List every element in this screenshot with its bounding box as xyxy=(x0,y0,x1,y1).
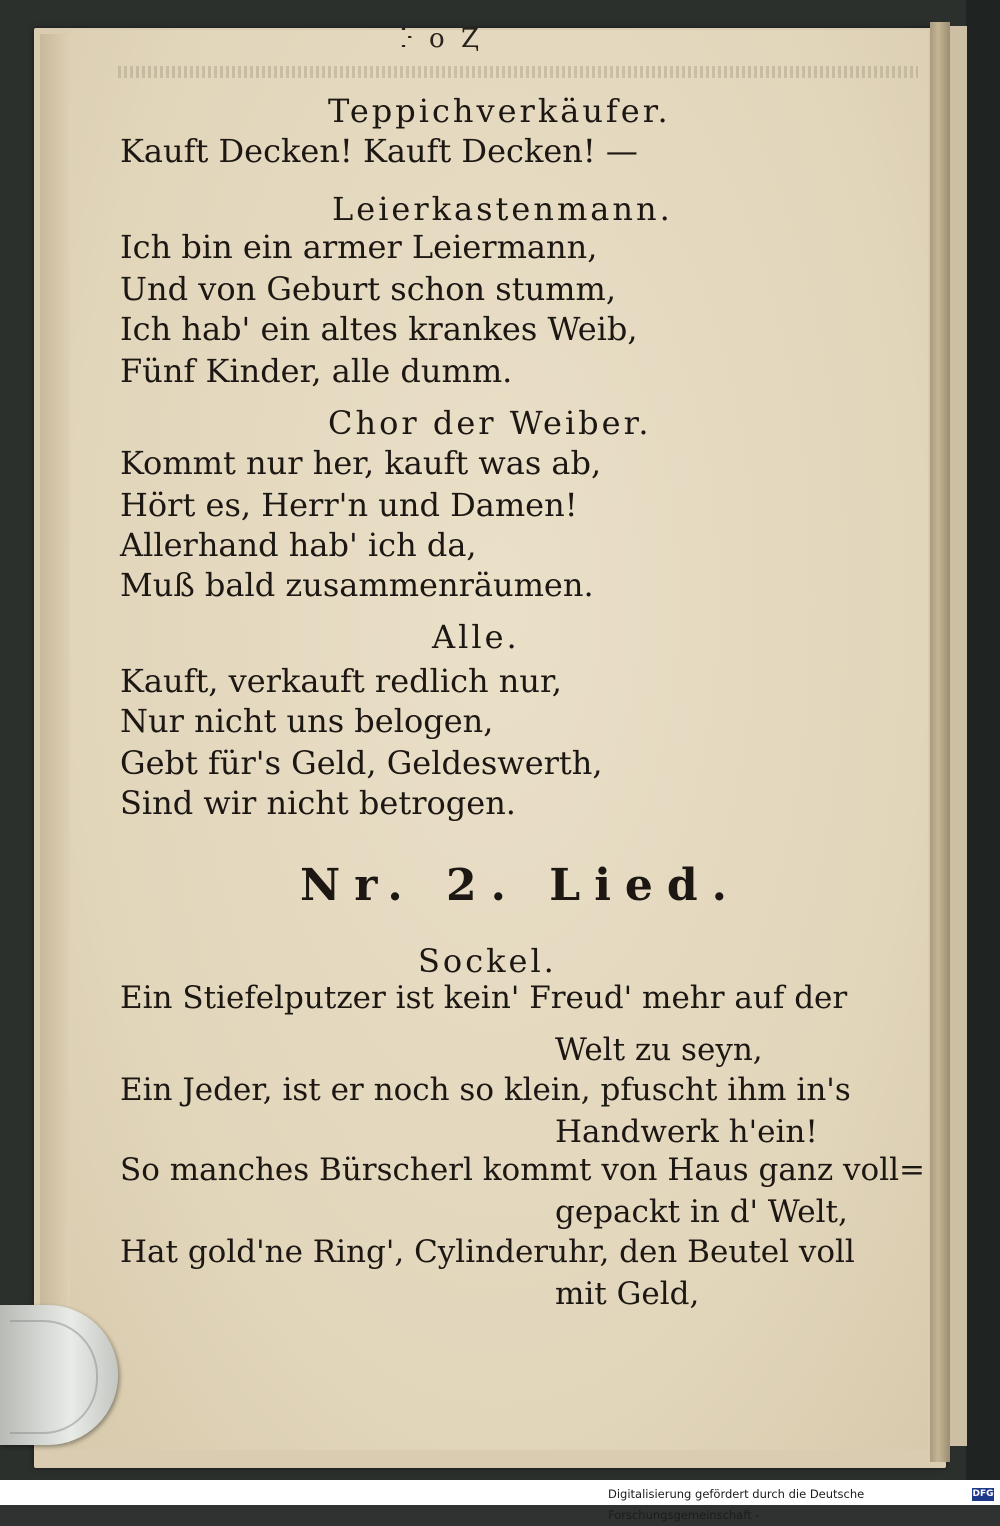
verse-line: Nur nicht uns belogen, xyxy=(120,702,494,740)
verse-line: Kauft Decken! Kauft Decken! — xyxy=(120,132,638,170)
page-spine-shadow xyxy=(930,22,950,1462)
verse-line: Ich hab' ein altes krankes Weib, xyxy=(120,310,638,348)
song-line: Ein Stiefelputzer ist kein' Freud' mehr auf der xyxy=(120,980,848,1016)
song-line: Ein Jeder, ist er noch so klein, pfuscht ihm in's xyxy=(120,1072,851,1108)
verse-line: Allerhand hab' ich da, xyxy=(120,526,477,564)
page-header-ornament: ⴾ o Ⱬ xyxy=(400,24,484,54)
verse-line: Kommt nur her, kauft was ab, xyxy=(120,444,602,482)
song-line-continuation: mit Geld, xyxy=(555,1276,700,1312)
speaker-alle: Alle. xyxy=(432,618,520,656)
speaker-leierkastenmann: Leierkastenmann. xyxy=(332,190,673,228)
verse-line: Muß bald zusammenräumen. xyxy=(120,566,594,604)
header-rule xyxy=(118,66,918,78)
verse-line: Kauft, verkauft redlich nur, xyxy=(120,662,562,700)
song-line-continuation: Handwerk h'ein! xyxy=(555,1114,818,1150)
song-title: Nr. 2. Lied. xyxy=(300,860,741,911)
song-line-continuation: Welt zu seyn, xyxy=(555,1032,763,1068)
verse-line: Fünf Kinder, alle dumm. xyxy=(120,352,513,390)
verse-line: Ich bin ein armer Leiermann, xyxy=(120,228,598,266)
song-line-continuation: gepackt in d' Welt, xyxy=(555,1194,848,1230)
verse-line: Hört es, Herr'n und Damen! xyxy=(120,486,578,524)
speaker-chor-der-weiber: Chor der Weiber. xyxy=(328,404,652,442)
dfg-logo-icon: DFG xyxy=(972,1489,994,1499)
speaker-sockel: Sockel. xyxy=(418,942,557,980)
verse-line: Gebt für's Geld, Geldeswerth, xyxy=(120,744,603,782)
song-line: Hat gold'ne Ring', Cylinderuhr, den Beutel voll xyxy=(120,1234,855,1270)
bleed-through-shadow xyxy=(690,720,890,850)
next-page-edge xyxy=(948,26,967,1446)
verse-line: Und von Geburt schon stumm, xyxy=(120,270,617,308)
scanner-margin xyxy=(966,0,1000,1480)
song-line: So manches Bürscherl kommt von Haus ganz voll= xyxy=(120,1152,926,1188)
funding-notice: Digitalisierung gefördert durch die Deutsche Forschungsgemeinschaft - xyxy=(560,1484,1000,1505)
speaker-teppichverkaeufer: Teppichverkäufer. xyxy=(328,92,671,130)
page-left-edge xyxy=(40,34,70,1444)
verse-line: Sind wir nicht betrogen. xyxy=(120,784,516,822)
